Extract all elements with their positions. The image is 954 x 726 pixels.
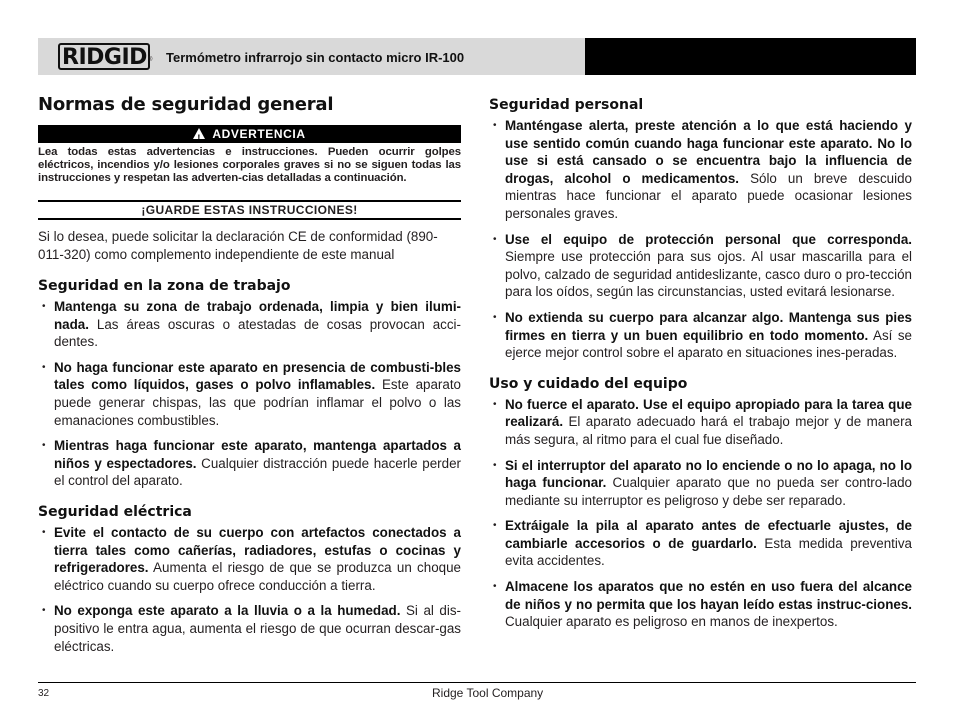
- page-number: 32: [38, 688, 50, 699]
- list-item: [38, 602, 461, 655]
- item-bold: Mientras haga funcionar este aparato, mantenga apartados a niños y espectadores.: [54, 438, 461, 471]
- electrical-list: [38, 524, 461, 655]
- item-text: Si al dis-positivo le entra agua, aumenta el riesgo de que ocurran descar-gas eléctricas.: [54, 603, 462, 654]
- section-heading-electrical: Seguridad eléctrica: [38, 503, 192, 520]
- list-item: [38, 524, 461, 594]
- left-column: [38, 94, 461, 663]
- item-text: Cualquier aparato que no pueda ser contro-lado mediante su interruptor es peligroso y debe ser reparado.: [505, 475, 912, 508]
- item-bold: Extráigale la pila al aparato antes de efectuarle ajustes, de cambiarle accesorios o de guardarlo.: [505, 518, 912, 551]
- section-heading-work-area: Seguridad en la zona de trabajo: [38, 278, 291, 294]
- personal-list: [489, 117, 912, 362]
- item-bold: Mantenga su zona de trabajo ordenada, limpia y bien ilumi-nada.: [54, 299, 461, 332]
- list-item: [38, 359, 461, 429]
- item-bold: Manténgase alerta, preste atención a lo que está haciendo y use sentido común cuando haga funcionar este aparato. No lo use si está cansado o se encuentra bajo la influencia de drogas, alcohol o medicamentos.: [505, 118, 912, 186]
- care-list: [489, 396, 912, 631]
- list-item: [489, 231, 912, 301]
- ridgid-logo: RIDGID: [62, 45, 147, 70]
- section-heading-personal: Seguridad personal: [489, 97, 644, 113]
- item-text: Aumenta el riesgo de que se produzca un choque eléctrico cuando su cuerpo ofrece conducción a tierra.: [54, 560, 461, 593]
- page-title: Normas de seguridad general: [38, 94, 334, 115]
- header-black-band: [585, 38, 916, 75]
- item-bold: No fuerce el aparato. Use el equipo apropiado para la tarea que realizará.: [505, 396, 912, 430]
- list-item: [489, 396, 912, 449]
- list-item: [489, 578, 912, 631]
- item-bold: Evite el contacto de su cuerpo con artefactos conectados a tierra tales como cañerías, radiadores, estufas o cocinas y refrigeradores.: [54, 524, 461, 576]
- work-area-list: [38, 298, 461, 490]
- list-item: [38, 298, 461, 351]
- warning-label: ADVERTENCIA: [212, 127, 306, 141]
- item-text: Así se ejerce mejor control sobre el aparato en situaciones ines-peradas.: [505, 327, 912, 361]
- warning-text: Lea todas estas advertencias e instrucciones. Pueden ocurrir golpes eléctricos, incendios y/o lesiones corporales graves si no se siguen todas las instrucciones y respetan las adverten-cias detalladas a continuación.: [38, 146, 461, 184]
- item-bold: No extienda su cuerpo para alcanzar algo. Mantenga sus pies firmes en tierra y un buen equilibrio en todo momento.: [505, 309, 912, 343]
- document-title: Termómetro infrarrojo sin contacto micro IR-100: [166, 50, 465, 65]
- declaration-text: Si lo desea, puede solicitar la declaración CE de conformidad (890-011-320) como complemento independiente de este manual: [38, 229, 438, 262]
- item-text: Siempre use protección para sus ojos. Al usar mascarilla para el polvo, calzado de seguridad antideslizante, casco duro o pro-tección para los oídos, según las circunstancias, usted evitará lesionarse.: [505, 249, 912, 300]
- list-item: [489, 117, 912, 223]
- warning-bar: [38, 125, 461, 143]
- item-text: Cualquier distracción puede hacerle perder el control del aparato.: [54, 455, 461, 489]
- item-bold: Si el interruptor del aparato no lo enciende o no lo apaga, no lo haga funcionar.: [505, 457, 912, 491]
- warning-icon: [193, 128, 205, 143]
- item-text: Cualquier aparato es peligroso en manos de inexpertos.: [505, 614, 838, 630]
- right-column: [489, 94, 912, 639]
- list-item: [38, 437, 461, 490]
- item-bold: No haga funcionar este aparato en presencia de combusti-bles tales como líquidos, gases o polvo inflamables.: [54, 359, 461, 393]
- item-text: Las áreas oscuras o atestadas de cosas provocan acci-dentes.: [54, 316, 461, 350]
- save-instructions-banner: ¡GUARDE ESTAS INSTRUCCIONES!: [38, 200, 461, 220]
- trademark-symbol: ®: [148, 57, 153, 63]
- item-text: Sólo un breve descuido mientras hace funcionar el aparato puede ocasionar lesiones personales graves.: [505, 170, 912, 221]
- warning-icon-mark: !: [197, 133, 201, 143]
- footer-divider: [38, 682, 916, 683]
- section-heading-care: Uso y cuidado del equipo: [489, 375, 688, 392]
- item-bold: No exponga este aparato a la lluvia o a la humedad.: [54, 603, 401, 619]
- item-text: El aparato adecuado hará el trabajo mejor y de manera más segura, al ritmo para el cual fue diseñado.: [505, 414, 912, 447]
- item-text: Este aparato puede generar chispas, las que podrían inflamar el polvo o las emanaciones combustibles.: [54, 377, 461, 428]
- list-item: [489, 517, 912, 570]
- item-text: Esta medida preventiva evita accidentes.: [505, 535, 912, 569]
- item-bold: Use el equipo de protección personal que corresponda.: [505, 231, 912, 247]
- footer-company: Ridge Tool Company: [432, 686, 544, 700]
- list-item: [489, 309, 912, 362]
- list-item: [489, 457, 912, 510]
- item-bold: Almacene los aparatos que no estén en uso fuera del alcance de niños y no permita que los hayan leído estas instruc-ciones.: [505, 579, 912, 612]
